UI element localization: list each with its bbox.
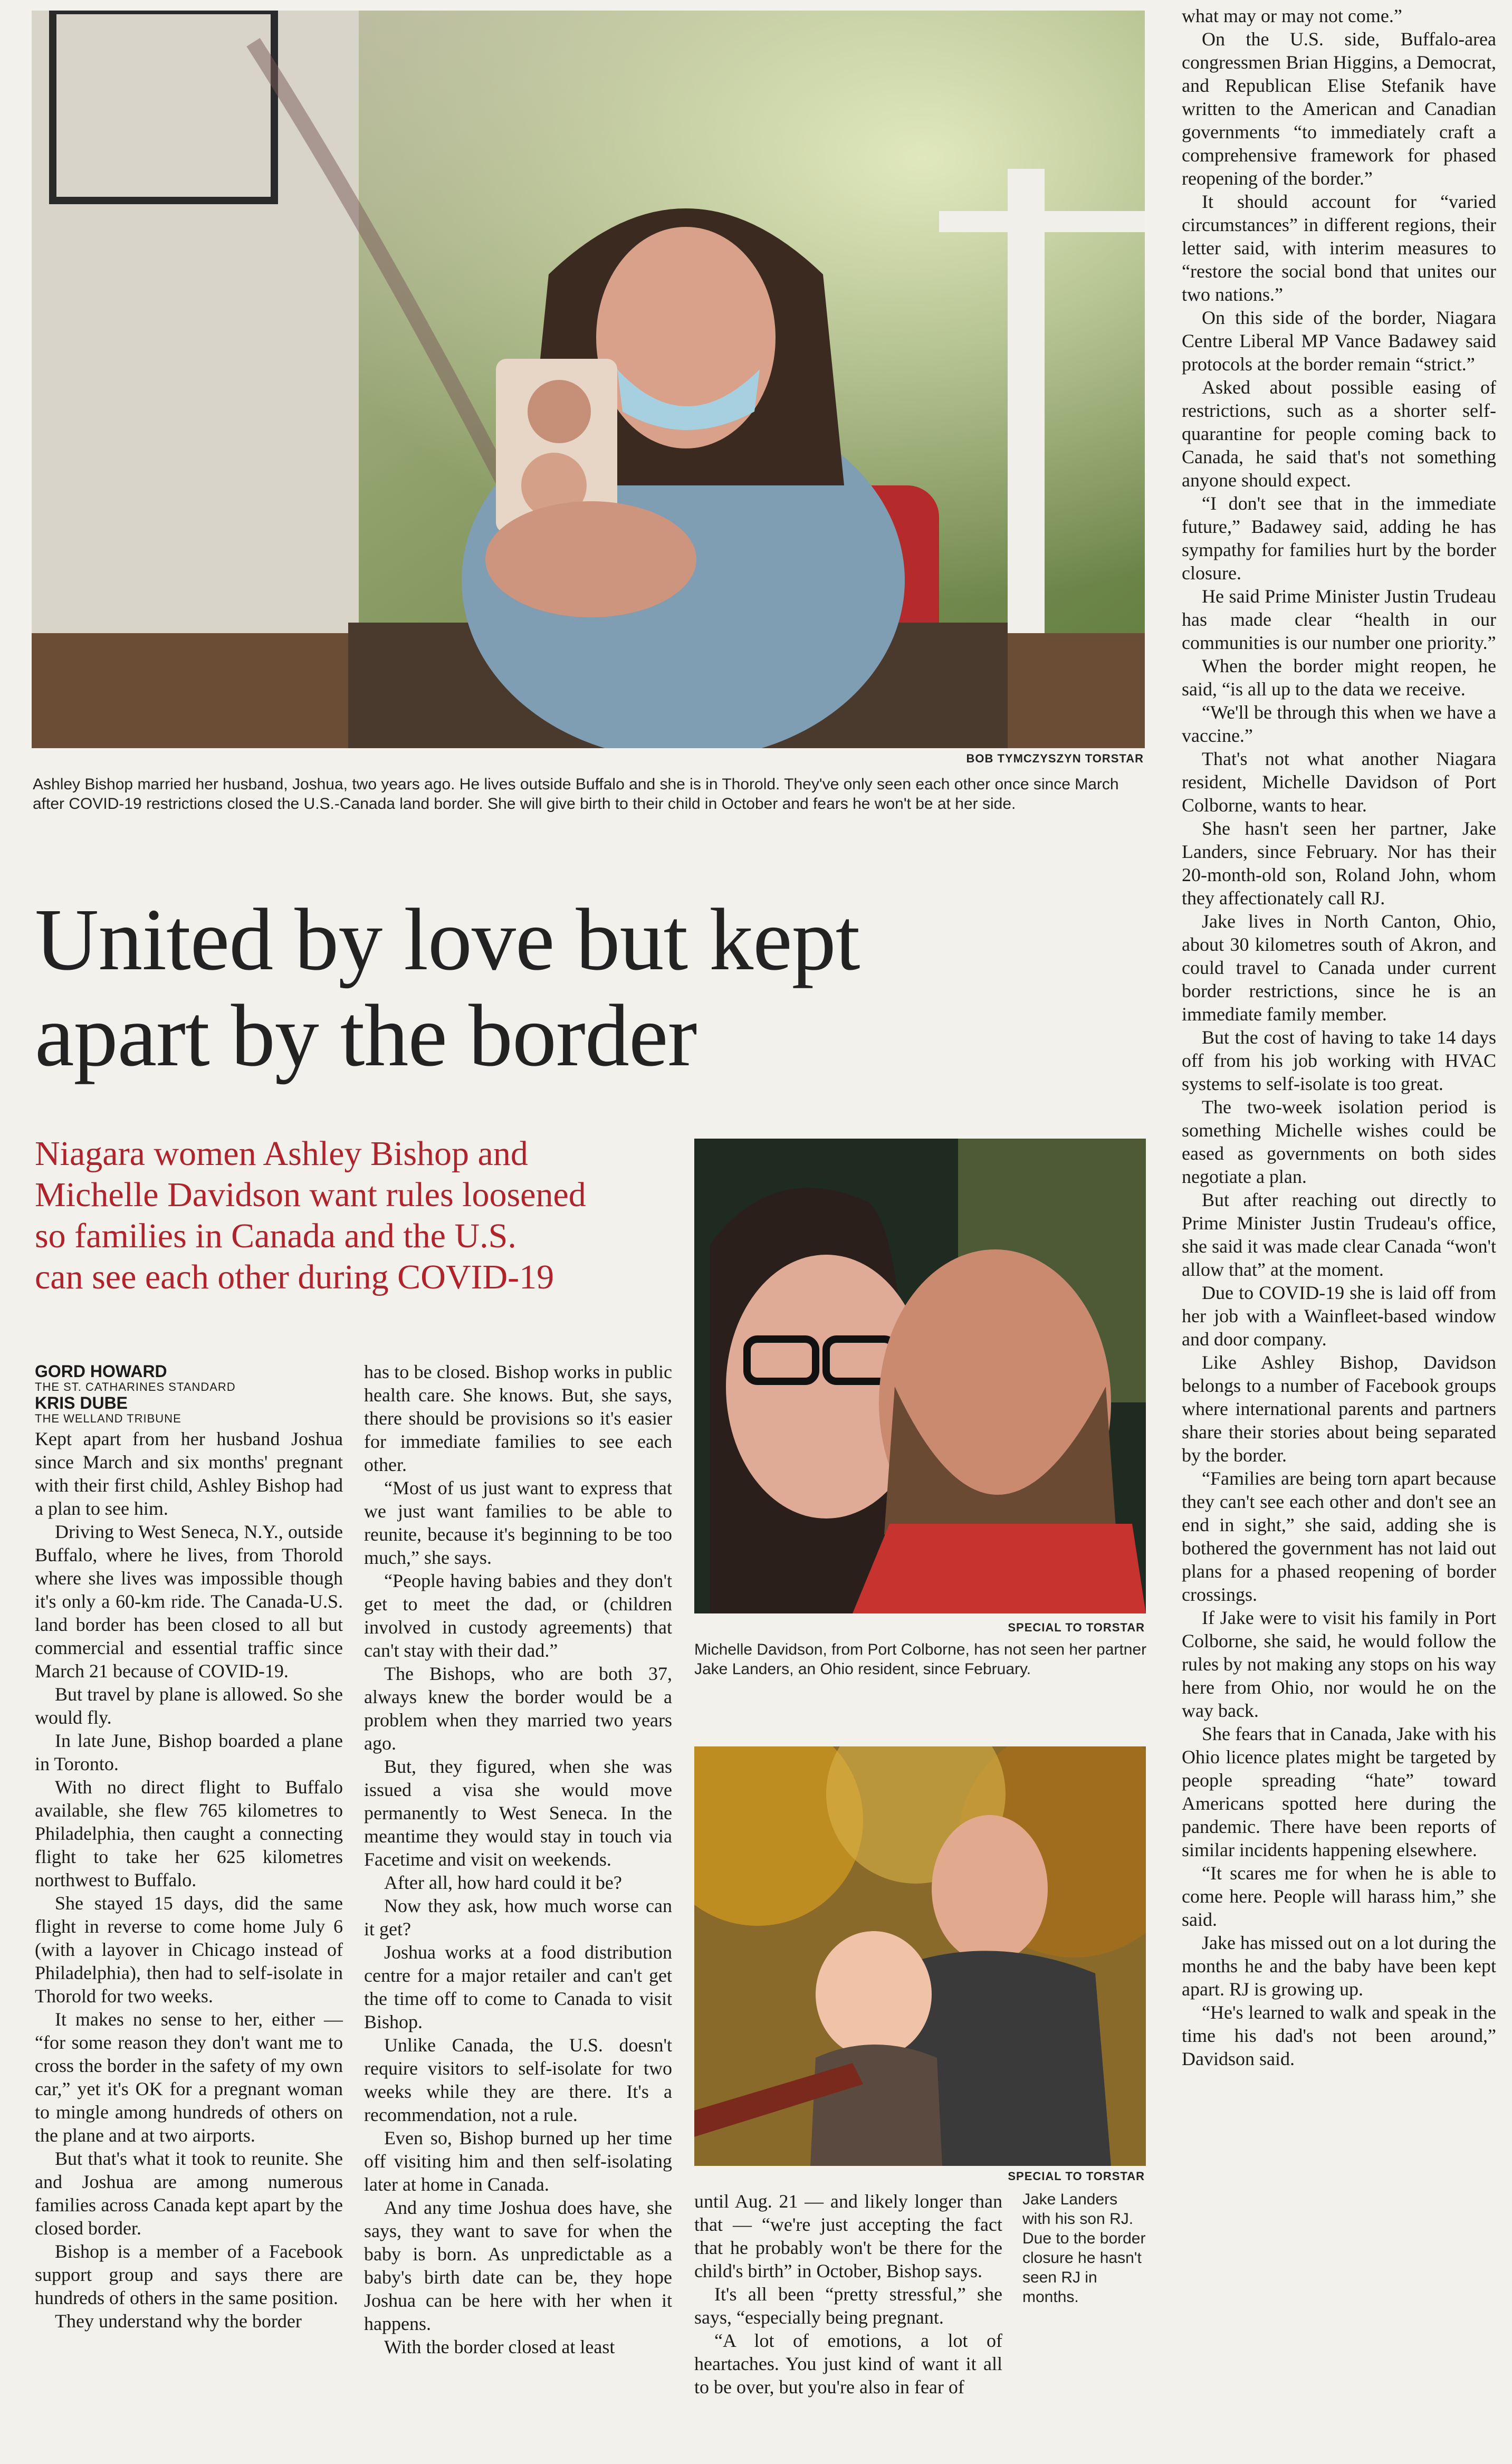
headline-line-1: United by love but kept — [35, 891, 860, 989]
paragraph: In late June, Bishop boarded a plane in Toronto. — [35, 1730, 343, 1774]
paragraph: It's all been “pretty stressful,” she says, “especially being pregnant. — [694, 2284, 1002, 2328]
deck-line-2: Michelle Davidson want rules loosened — [35, 1176, 586, 1214]
paragraph: When the border might reopen, he said, “is all up to the data we receive. — [1182, 655, 1496, 700]
paragraph: until Aug. 21 — and likely longer than that — “we're just accepting the fact that he probably won't be there for the child's birth” in October, Bishop says. — [694, 2191, 1002, 2281]
photo-caption: Michelle Davidson, from Port Colborne, has not seen her partner Jake Landers, an Ohio resident, since February. — [694, 1641, 1147, 1678]
paragraph: They understand why the border — [55, 2310, 302, 2332]
paragraph: Bishop is a member of a Facebook support group and says there are hundreds of others in the same position. — [35, 2241, 343, 2308]
subheadline — [35, 1133, 694, 1298]
paragraph: Kept apart from her husband Joshua since March and six months' pregnant with their first child, Ashley Bishop had a plan to see him. — [35, 1428, 343, 1519]
paragraph: She hasn't seen her partner, Jake Landers, since February. Nor has their 20-month-old son, Roland John, whom they affectionately call RJ. — [1182, 818, 1496, 909]
paragraph: And any time Joshua does have, she says, they want to save for when the baby is born. As unpredictable as a baby's birth date can be, they hope Joshua can be here with her when it happens. — [364, 2197, 672, 2334]
paragraph: Like Ashley Bishop, Davidson belongs to a number of Facebook groups where international parents and partners share their stories about being separated by the border. — [1182, 1352, 1496, 1466]
paragraph: On this side of the border, Niagara Centre Liberal MP Vance Badawey said protocols at the border remain “strict.” — [1182, 307, 1496, 375]
paragraph: It makes no sense to her, either — “for some reason they don't want me to cross the border in the safety of my own car,” yet it's OK for a pregnant woman to mingle among hundreds of others on the plane and at two airports. — [35, 2009, 343, 2146]
photo-caption: Jake Landers with his son RJ. Due to the border closure he hasn't seen RJ in months. — [1022, 2191, 1146, 2306]
deck-line-3: so families in Canada and the U.S. — [35, 1217, 516, 1255]
deck-line-4: can see each other during COVID-19 — [35, 1258, 554, 1296]
paragraph: With the border closed at least — [384, 2336, 615, 2357]
deck-line-1: Niagara women Ashley Bishop and — [35, 1134, 528, 1173]
paragraph: “I don't see that in the immediate future,” Badawey said, adding he has sympathy for families hurt by the border closure. — [1182, 493, 1496, 584]
byline-org-1: THE ST. CATHARINES STANDARD — [35, 1380, 236, 1393]
paragraph: Even so, Bishop burned up her time off visiting him and then self-isolating later at home in Canada. — [364, 2127, 672, 2195]
byline-author-2: KRIS DUBE — [35, 1393, 128, 1412]
paragraph: “He's learned to walk and speak in the time his dad's not been around,” Davidson said. — [1182, 2002, 1496, 2069]
paragraph: It should account for “varied circumstances” in different regions, their letter said, with interim measures to “restore the social bond that unites our two nations.” — [1182, 191, 1496, 305]
paragraph: With no direct flight to Buffalo available, she flew 765 kilometres to Philadelphia, then caught a connecting flight to take her 625 kilometres northwest to Buffalo. — [35, 1777, 343, 1890]
photo-michelle-davidson-jake-landers — [694, 1139, 1146, 1613]
paragraph: If Jake were to visit his family in Port Colborne, she said, he would follow the rules by not making any stops on his way here from Ohio, nor would he on the way back. — [1182, 1607, 1496, 1721]
byline — [35, 1362, 351, 1426]
photo-jake-landers-and-son — [694, 1746, 1146, 2166]
photo-caption: Ashley Bishop married her husband, Joshua, two years ago. He lives outside Buffalo and she is in Thorold. They've only seen each other once since March after COVID-19 restrictions closed the U.S.-Canada land border. She will give birth to their child in October and fears he won't be at her side. — [33, 776, 1119, 813]
byline-author-1: GORD HOWARD — [35, 1362, 167, 1381]
paragraph: He said Prime Minister Justin Trudeau has made clear “health in our communities is our number one priority.” — [1182, 586, 1496, 653]
paragraph: Asked about possible easing of restrictions, such as a shorter self-quarantine for people coming back to Canada, he said that's not something anyone should expect. — [1182, 377, 1496, 491]
paragraph: But the cost of having to take 14 days off from his job working with HVAC systems to self-isolate is too great. — [1182, 1027, 1496, 1094]
paragraph: Due to COVID-19 she is laid off from her job with a Wainfleet-based window and door company. — [1182, 1282, 1496, 1350]
headline-line-2: apart by the border — [35, 987, 697, 1085]
paragraph: Jake has missed out on a lot during the months he and the baby have been kept apart. RJ is growing up. — [1182, 1932, 1496, 2000]
paragraph: “Most of us just want to express that we just want families to be able to reunite, because it's beginning to be too much,” she says. — [364, 1477, 672, 1568]
paragraph: Driving to West Seneca, N.Y., outside Buffalo, where he lives, from Thorold where she lives was impossible though it's only a 60-km ride. The Canada-U.S. land border has been closed to all but commercial and essential traffic since March 21 because of COVID-19. — [35, 1521, 343, 1682]
article-column-2 — [364, 1360, 672, 2459]
paragraph: But, they figured, when she was issued a visa she would move permanently to West Seneca. In the meantime they would stay in touch via Facetime and visit on weekends. — [364, 1756, 672, 1870]
paragraph: “We'll be through this when we have a vaccine.” — [1182, 702, 1496, 746]
paragraph: But after reaching out directly to Prime Minister Justin Trudeau's office, she said it was made clear Canada “won't allow that” at the moment. — [1182, 1189, 1496, 1280]
paragraph: The Bishops, who are both 37, always knew the border would be a problem when they married two years ago. — [364, 1663, 672, 1754]
paragraph: what may or may not come.” — [1182, 5, 1402, 26]
paragraph: “It scares me for when he is able to come here. People will harass him,” she said. — [1182, 1863, 1496, 1930]
paragraph: But travel by plane is allowed. So she would fly. — [35, 1684, 343, 1728]
article-column-1 — [35, 1427, 343, 2459]
byline-org-2: THE WELLAND TRIBUNE — [35, 1412, 181, 1425]
paragraph: She stayed 15 days, did the same flight in reverse to come home July 6 (with a layover in Chicago instead of Philadelphia), then had to self-isolate in Thorold for two weeks. — [35, 1893, 343, 2007]
paragraph: After all, how hard could it be? — [384, 1872, 622, 1893]
paragraph: On the U.S. side, Buffalo-area congressmen Brian Higgins, a Democrat, and Republican Elise Stefanik have written to the American and Canadian governments “to immediately craft a comprehensive framework for phased reopening of the border.” — [1182, 28, 1496, 189]
paragraph: The two-week isolation period is something Michelle wishes could be eased as governments on both sides negotiate a plan. — [1182, 1096, 1496, 1187]
photo-credit: BOB TYMCZYSZYN TORSTAR — [966, 752, 1144, 765]
headline — [35, 892, 1153, 1084]
paragraph: But that's what it took to reunite. She and Joshua are among numerous families across Canada kept apart by the closed border. — [35, 2148, 343, 2239]
photo-credit: SPECIAL TO TORSTAR — [1008, 1621, 1145, 1634]
paragraph: “A lot of emotions, a lot of heartaches. You just kind of want it all to be over, but you're also in fear of — [694, 2330, 1002, 2398]
photo-credit: SPECIAL TO TORSTAR — [1008, 2170, 1145, 2183]
article-column-3 — [694, 2190, 1002, 2459]
article-column-4 — [1182, 4, 1496, 2459]
paragraph: “People having babies and they don't get to meet the dad, or (children involved in custody agreements) that can't stay with their dad.” — [364, 1570, 672, 1661]
paragraph: Unlike Canada, the U.S. doesn't require visitors to self-isolate for two weeks while they are there. It's a recommendation, not a rule. — [364, 2035, 672, 2125]
paragraph: has to be closed. Bishop works in public health care. She knows. But, she says, there should be provisions so it's easier for immediate families to see each other. — [364, 1361, 672, 1475]
paragraph: Now they ask, how much worse can it get? — [364, 1895, 672, 1940]
paragraph: That's not what another Niagara resident, Michelle Davidson of Port Colborne, wants to hear. — [1182, 748, 1496, 816]
paragraph: “Families are being torn apart because they can't see each other and don't see an end in sight,” she said, adding she is bothered the government has not laid out plans for a phased reopening of border crossings. — [1182, 1468, 1496, 1605]
paragraph: She fears that in Canada, Jake with his Ohio licence plates might be targeted by people spreading “hate” toward Americans spotted here during the pandemic. There have been reports of similar incidents happening elsewhere. — [1182, 1723, 1496, 1860]
paragraph: Joshua works at a food distribution centre for a major retailer and can't get the time off to come to Canada to visit Bishop. — [364, 1942, 672, 2032]
photo-ashley-bishop — [32, 11, 1145, 748]
paragraph: Jake lives in North Canton, Ohio, about 30 kilometres south of Akron, and could travel to Canada under current border restrictions, since he is an immediate family member. — [1182, 911, 1496, 1025]
